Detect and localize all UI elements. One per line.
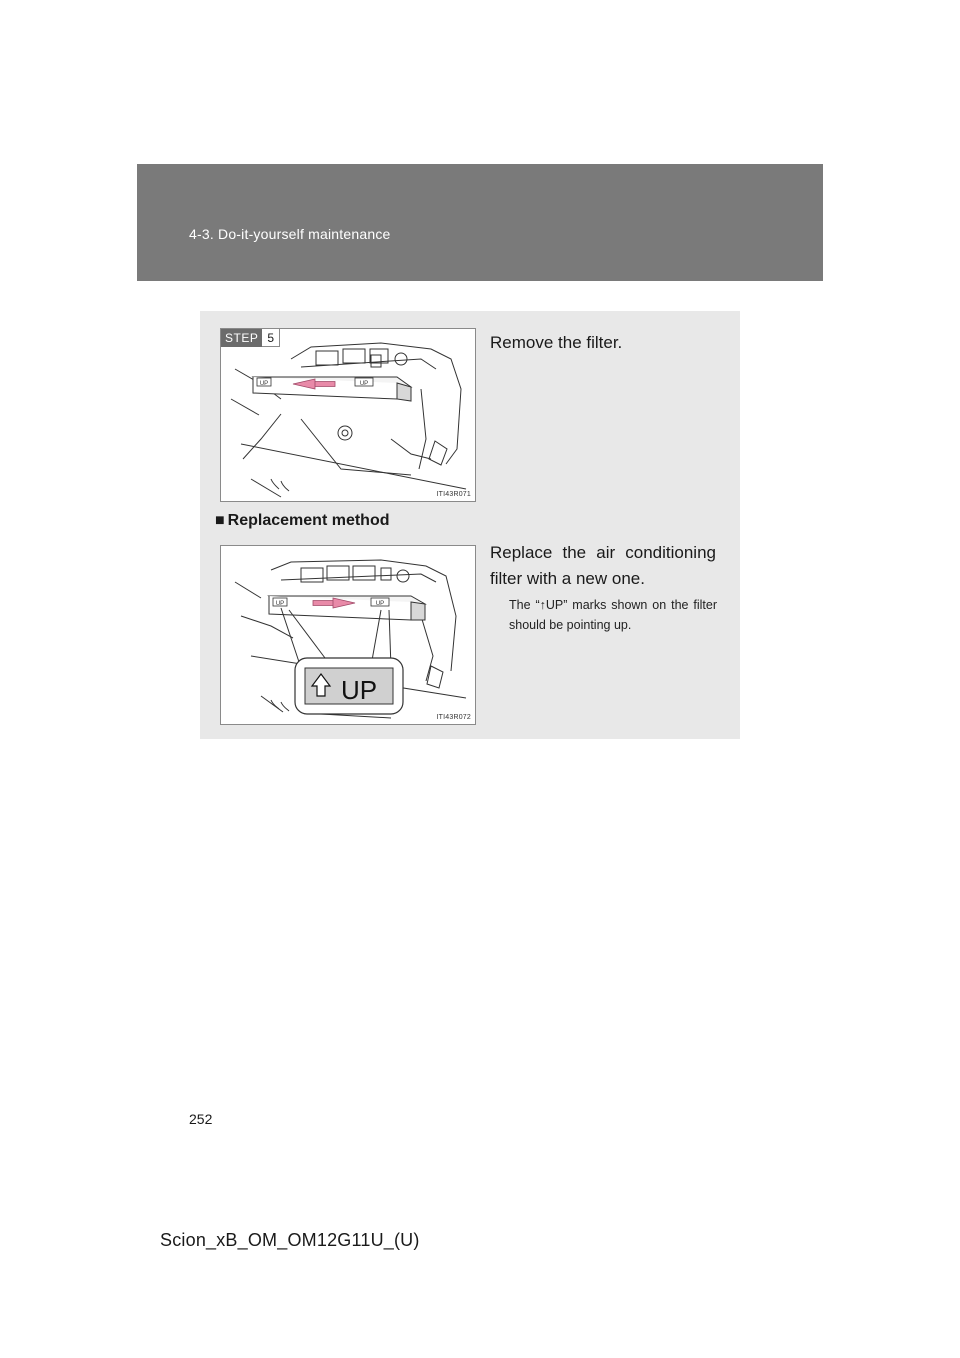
figure-replace-filter: [220, 545, 476, 725]
step-badge: [221, 329, 280, 347]
document-code: Scion_xB_OM_OM12G11U_(U): [160, 1230, 420, 1250]
content-box: [200, 311, 740, 739]
remove-filter-illustration: [221, 329, 476, 502]
step-label: STEP: [221, 329, 262, 347]
square-bullet-icon: ■: [215, 512, 225, 529]
figure-remove-filter: [220, 328, 476, 502]
replacement-instruction: Replace the air conditioning filter with a new one.: [490, 543, 716, 588]
step-number: 5: [262, 329, 280, 347]
filter-up-mark-left: UP: [259, 381, 269, 387]
header-band: [137, 164, 823, 281]
callout-up-text: UP: [340, 675, 378, 705]
replace-filter-illustration: [221, 546, 476, 725]
step-instruction: Remove the filter.: [490, 333, 623, 352]
section-title: 4-3. Do-it-yourself maintenance: [189, 226, 391, 242]
figure-code-1: ITI43R071: [436, 491, 471, 498]
figure-code-2: ITI43R072: [436, 714, 471, 721]
subheading-text: Replacement method: [227, 512, 390, 529]
filter-up-mark-left: UP: [275, 601, 285, 607]
filter-up-mark-right: UP: [359, 381, 369, 387]
subheading-replacement: [215, 512, 389, 530]
page-number: 252: [189, 1111, 213, 1127]
replacement-note: The “↑UP” marks shown on the filter should be pointing up.: [509, 598, 717, 632]
filter-up-mark-right: UP: [375, 601, 385, 607]
